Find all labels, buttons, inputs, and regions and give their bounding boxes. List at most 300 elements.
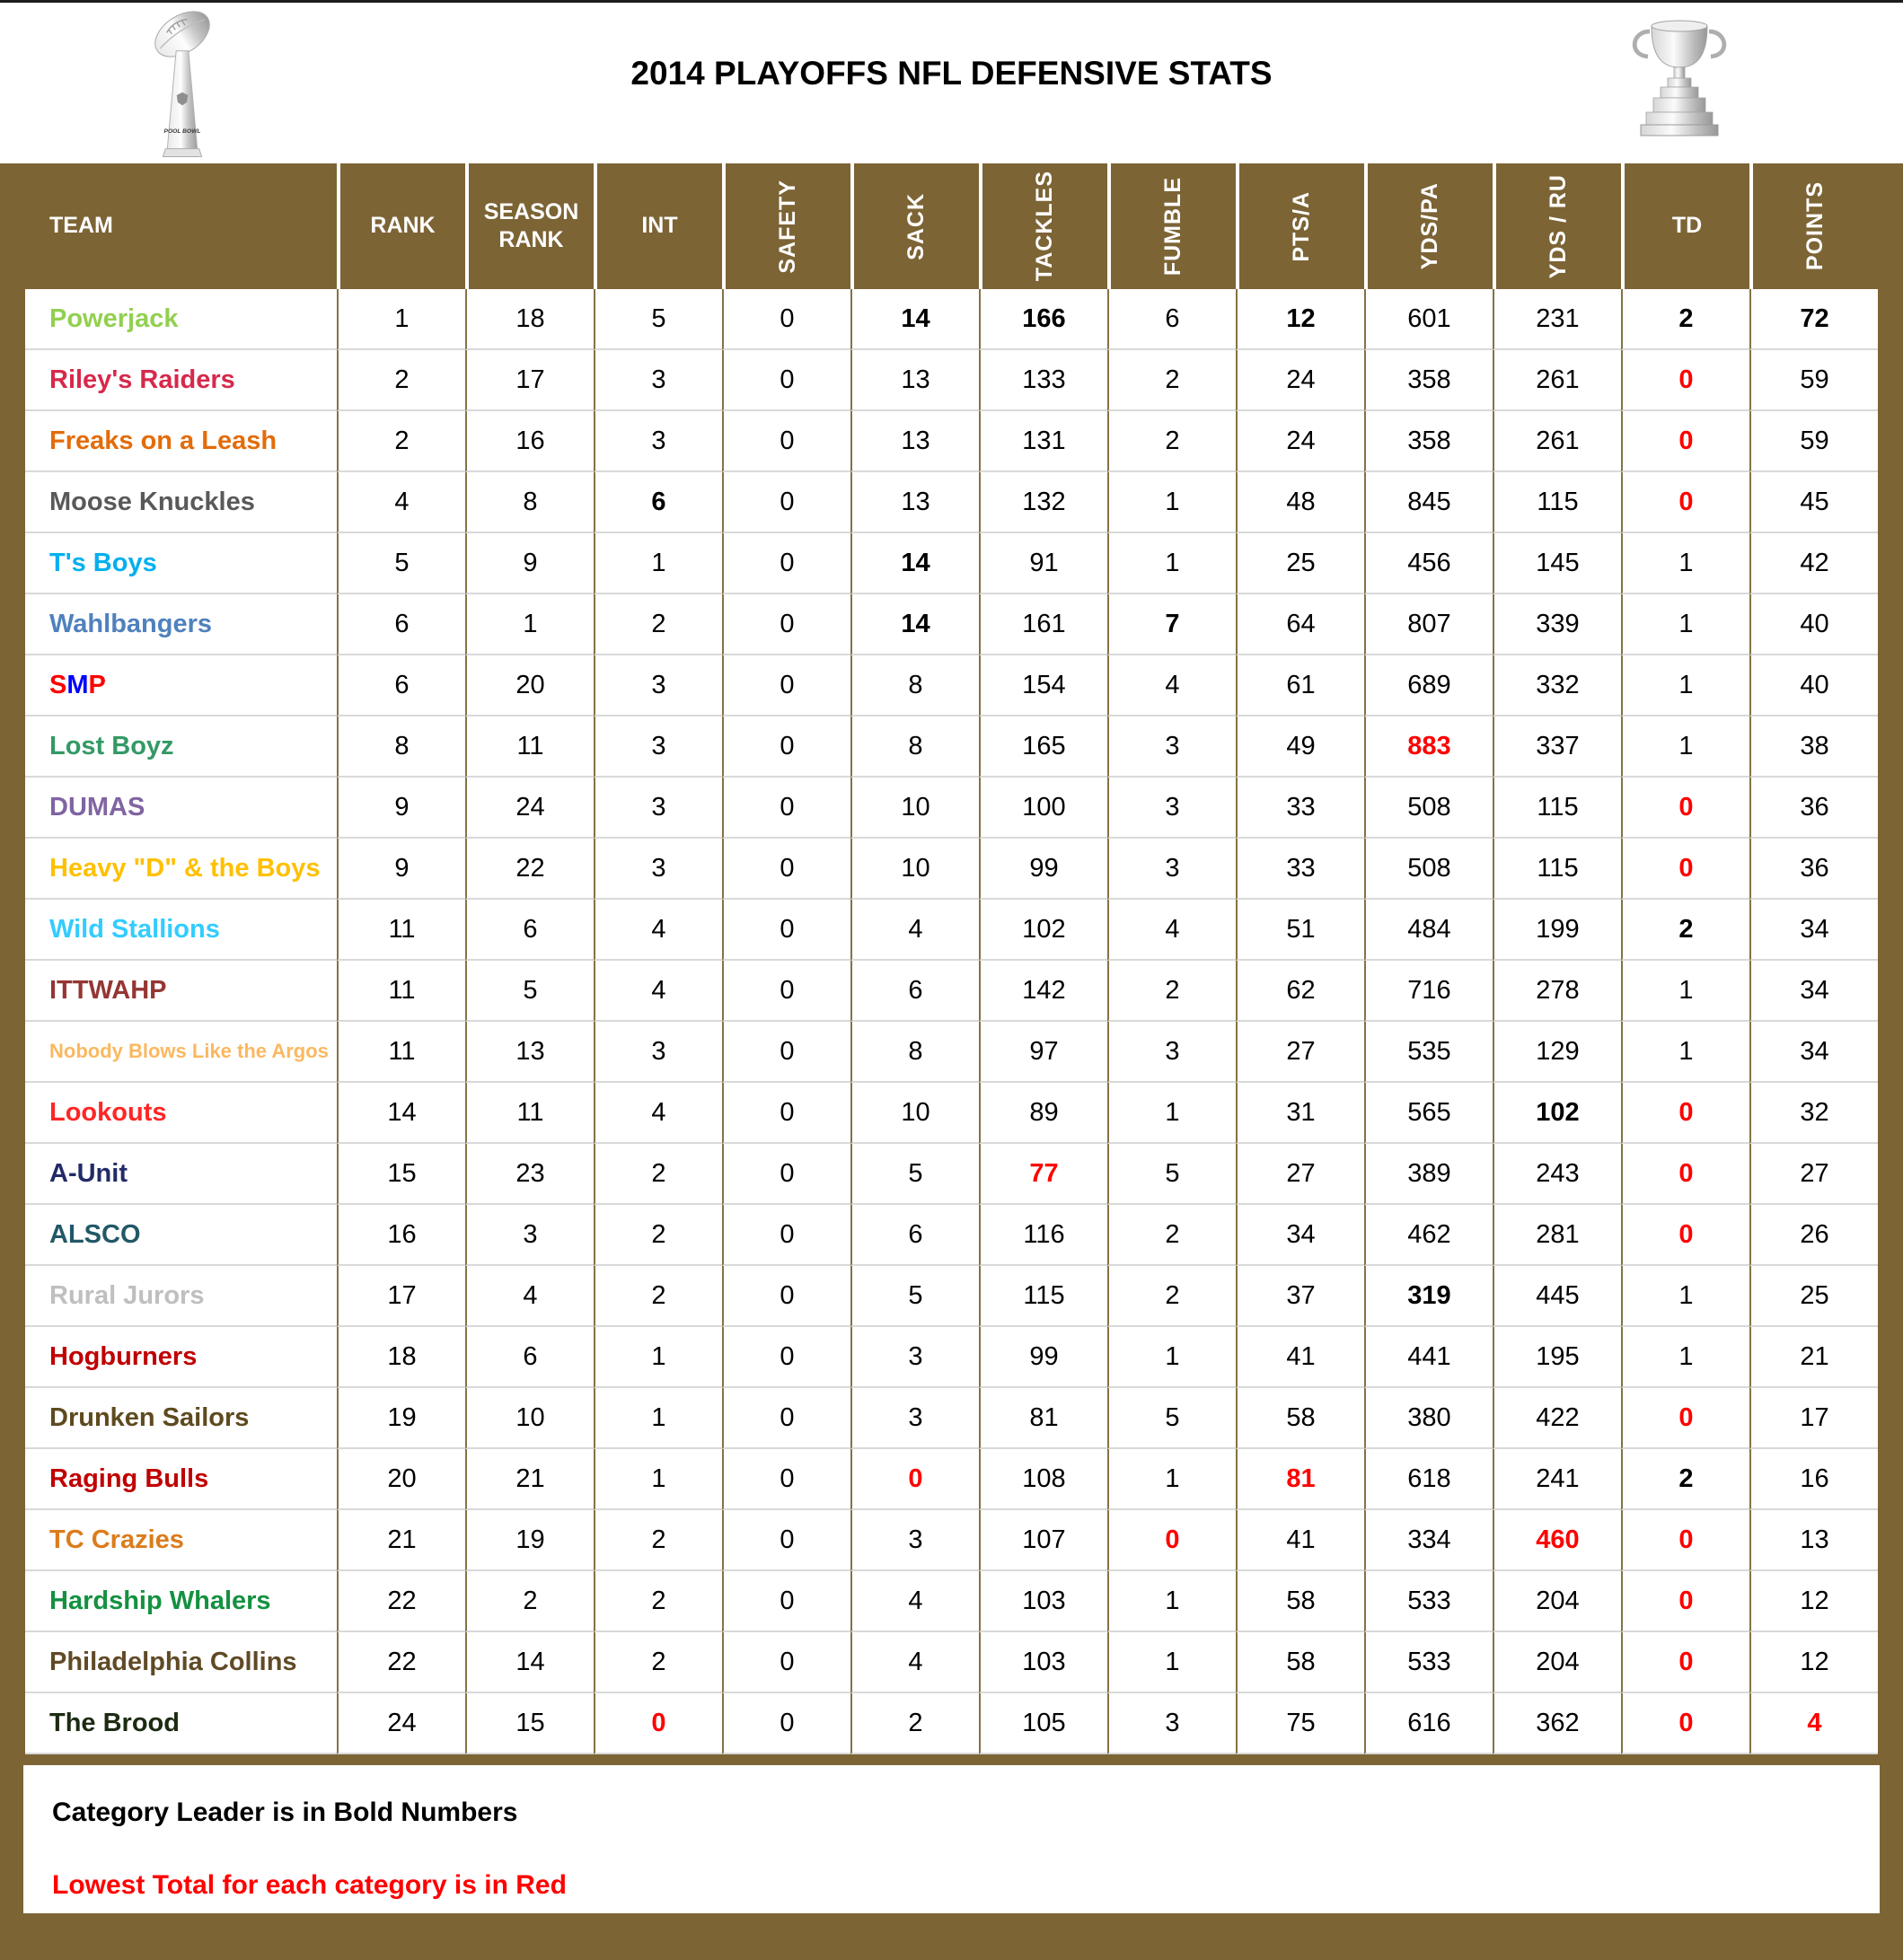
stat-cell-points: 13: [1749, 1510, 1878, 1571]
stat-cell-safety: 0: [722, 1510, 850, 1571]
stat-cell-int: 3: [594, 716, 722, 778]
stat-cell-safety: 0: [722, 594, 850, 655]
stat-cell-int: 2: [594, 1266, 722, 1327]
stat-cell-int: 2: [594, 594, 722, 655]
stat-cell-fumble: 1: [1107, 1632, 1236, 1693]
stat-cell-points: 38: [1749, 716, 1878, 778]
stat-cell-ydspa: 456: [1364, 533, 1493, 594]
stat-cell-tackles: 77: [979, 1144, 1107, 1205]
col-header-ptsa: PTS/A: [1236, 163, 1364, 289]
stat-cell-season_rank: 2: [465, 1571, 594, 1632]
stat-cell-ydspa: 883: [1364, 716, 1493, 778]
stat-cell-points: 4: [1749, 1693, 1878, 1754]
stat-cell-fumble: 2: [1107, 1205, 1236, 1266]
stat-cell-ptsa: 33: [1236, 778, 1364, 839]
table-row: [25, 1693, 1878, 1754]
stat-cell-points: 59: [1749, 350, 1878, 411]
table-row: [25, 411, 1878, 472]
table-row: [25, 1510, 1878, 1571]
stat-cell-sack: 6: [850, 1205, 979, 1266]
stat-cell-fumble: 0: [1107, 1510, 1236, 1571]
stat-cell-sack: 10: [850, 1083, 979, 1144]
stat-cell-safety: 0: [722, 716, 850, 778]
stat-cell-ydsru: 241: [1493, 1449, 1621, 1510]
team-name: TC Crazies: [25, 1510, 337, 1571]
stat-cell-td: 1: [1621, 655, 1749, 716]
stat-cell-sack: 13: [850, 472, 979, 533]
stat-cell-sack: 8: [850, 655, 979, 716]
stat-cell-rank: 2: [337, 350, 465, 411]
stat-cell-ydsru: 102: [1493, 1083, 1621, 1144]
stat-cell-ydsru: 199: [1493, 900, 1621, 961]
stat-cell-ydspa: 689: [1364, 655, 1493, 716]
stat-cell-season_rank: 14: [465, 1632, 594, 1693]
stat-cell-season_rank: 20: [465, 655, 594, 716]
stat-cell-sack: 4: [850, 1571, 979, 1632]
stat-cell-ptsa: 12: [1236, 289, 1364, 350]
stat-cell-ptsa: 64: [1236, 594, 1364, 655]
team-name: Lookouts: [25, 1083, 337, 1144]
stat-cell-td: 0: [1621, 1205, 1749, 1266]
stat-cell-ydspa: 319: [1364, 1266, 1493, 1327]
table-row: [25, 594, 1878, 655]
stat-cell-int: 1: [594, 1449, 722, 1510]
stat-cell-ptsa: 31: [1236, 1083, 1364, 1144]
stat-cell-points: 26: [1749, 1205, 1878, 1266]
stats-table: [0, 163, 1903, 1754]
stat-cell-season_rank: 18: [465, 289, 594, 350]
stat-cell-rank: 8: [337, 716, 465, 778]
stat-cell-season_rank: 9: [465, 533, 594, 594]
stat-cell-fumble: 3: [1107, 1022, 1236, 1083]
stat-cell-ptsa: 48: [1236, 472, 1364, 533]
stat-cell-points: 40: [1749, 594, 1878, 655]
stat-cell-fumble: 2: [1107, 350, 1236, 411]
stat-cell-season_rank: 22: [465, 839, 594, 900]
stat-cell-sack: 3: [850, 1388, 979, 1449]
stat-cell-sack: 2: [850, 1693, 979, 1754]
col-header-ydsru: YDS / RU: [1493, 163, 1621, 289]
stat-cell-int: 0: [594, 1693, 722, 1754]
stat-cell-ptsa: 51: [1236, 900, 1364, 961]
stat-cell-ydspa: 508: [1364, 839, 1493, 900]
stat-cell-ydspa: 358: [1364, 411, 1493, 472]
table-row: [25, 716, 1878, 778]
col-header-points: POINTS: [1749, 163, 1878, 289]
team-name: Hogburners: [25, 1327, 337, 1388]
stat-cell-tackles: 107: [979, 1510, 1107, 1571]
team-name: Powerjack: [25, 289, 337, 350]
legend-bold-note: Category Leader is in Bold Numbers: [52, 1797, 518, 1827]
stat-cell-ptsa: 62: [1236, 961, 1364, 1022]
stat-cell-rank: 22: [337, 1571, 465, 1632]
stat-cell-ydspa: 535: [1364, 1022, 1493, 1083]
stat-cell-ydspa: 358: [1364, 350, 1493, 411]
stat-cell-int: 3: [594, 839, 722, 900]
stat-cell-int: 2: [594, 1571, 722, 1632]
table-row: [25, 289, 1878, 350]
stat-cell-rank: 5: [337, 533, 465, 594]
stat-cell-ydsru: 422: [1493, 1388, 1621, 1449]
stat-cell-fumble: 2: [1107, 961, 1236, 1022]
stat-cell-points: 21: [1749, 1327, 1878, 1388]
team-name: ITTWAHP: [25, 961, 337, 1022]
stat-cell-rank: 11: [337, 1022, 465, 1083]
stat-cell-ptsa: 49: [1236, 716, 1364, 778]
stat-cell-ydsru: 460: [1493, 1510, 1621, 1571]
stat-cell-points: 40: [1749, 655, 1878, 716]
stat-cell-int: 2: [594, 1510, 722, 1571]
stat-cell-ptsa: 34: [1236, 1205, 1364, 1266]
stat-cell-int: 3: [594, 1022, 722, 1083]
stat-cell-fumble: 2: [1107, 1266, 1236, 1327]
table-row: [25, 655, 1878, 716]
stat-cell-rank: 6: [337, 655, 465, 716]
stat-cell-ptsa: 41: [1236, 1327, 1364, 1388]
stat-cell-safety: 0: [722, 350, 850, 411]
stat-cell-sack: 14: [850, 533, 979, 594]
team-name: Riley's Raiders: [25, 350, 337, 411]
col-header-td: TD: [1621, 163, 1749, 289]
stat-cell-fumble: 6: [1107, 289, 1236, 350]
stat-cell-ydspa: 380: [1364, 1388, 1493, 1449]
stat-cell-td: 0: [1621, 1144, 1749, 1205]
stat-cell-ydsru: 445: [1493, 1266, 1621, 1327]
stat-cell-sack: 14: [850, 289, 979, 350]
stat-cell-td: 1: [1621, 594, 1749, 655]
stat-cell-safety: 0: [722, 472, 850, 533]
table-row: [25, 839, 1878, 900]
stat-cell-ptsa: 41: [1236, 1510, 1364, 1571]
stat-cell-ydspa: 334: [1364, 1510, 1493, 1571]
stat-cell-sack: 10: [850, 778, 979, 839]
stat-cell-safety: 0: [722, 778, 850, 839]
stat-cell-ydsru: 195: [1493, 1327, 1621, 1388]
team-name: The Brood: [25, 1693, 337, 1754]
stat-cell-sack: 0: [850, 1449, 979, 1510]
team-name: Rural Jurors: [25, 1266, 337, 1327]
stat-cell-rank: 9: [337, 778, 465, 839]
col-header-rank: RANK: [337, 163, 465, 289]
stat-cell-td: 0: [1621, 1388, 1749, 1449]
stat-cell-ydspa: 389: [1364, 1144, 1493, 1205]
team-name: Hardship Whalers: [25, 1571, 337, 1632]
stat-cell-points: 27: [1749, 1144, 1878, 1205]
svg-text:POOL BOWL: POOL BOWL: [163, 128, 201, 136]
stat-cell-season_rank: 5: [465, 961, 594, 1022]
table-row: [25, 1388, 1878, 1449]
stat-cell-season_rank: 11: [465, 1083, 594, 1144]
stat-cell-season_rank: 24: [465, 778, 594, 839]
stat-cell-points: 59: [1749, 411, 1878, 472]
stat-cell-td: 0: [1621, 839, 1749, 900]
stat-cell-fumble: 3: [1107, 716, 1236, 778]
stat-cell-ydsru: 261: [1493, 411, 1621, 472]
stat-cell-ptsa: 33: [1236, 839, 1364, 900]
stat-cell-td: 0: [1621, 411, 1749, 472]
stat-cell-season_rank: 6: [465, 900, 594, 961]
stat-cell-ptsa: 24: [1236, 350, 1364, 411]
team-name: A-Unit: [25, 1144, 337, 1205]
stat-cell-ydsru: 204: [1493, 1571, 1621, 1632]
stat-cell-td: 2: [1621, 1449, 1749, 1510]
team-name: Moose Knuckles: [25, 472, 337, 533]
stat-cell-td: 0: [1621, 472, 1749, 533]
stat-cell-sack: 10: [850, 839, 979, 900]
stat-cell-ydsru: 332: [1493, 655, 1621, 716]
team-name: Drunken Sailors: [25, 1388, 337, 1449]
stat-cell-rank: 15: [337, 1144, 465, 1205]
team-name: Wild Stallions: [25, 900, 337, 961]
stat-cell-ptsa: 58: [1236, 1388, 1364, 1449]
table-row: [25, 1327, 1878, 1388]
stat-cell-tackles: 81: [979, 1388, 1107, 1449]
stat-cell-season_rank: 4: [465, 1266, 594, 1327]
team-name-letter: P: [88, 670, 106, 699]
table-row: [25, 1266, 1878, 1327]
stat-cell-int: 1: [594, 1327, 722, 1388]
stat-cell-rank: 20: [337, 1449, 465, 1510]
stat-cell-points: 12: [1749, 1571, 1878, 1632]
stat-cell-int: 3: [594, 350, 722, 411]
stat-cell-fumble: 1: [1107, 472, 1236, 533]
stat-cell-safety: 0: [722, 839, 850, 900]
team-name: Philadelphia Collins: [25, 1632, 337, 1693]
stat-cell-season_rank: 19: [465, 1510, 594, 1571]
stat-cell-sack: 4: [850, 900, 979, 961]
stat-cell-safety: 0: [722, 1022, 850, 1083]
stat-cell-ydspa: 807: [1364, 594, 1493, 655]
stat-cell-fumble: 1: [1107, 1083, 1236, 1144]
stat-cell-ydsru: 243: [1493, 1144, 1621, 1205]
team-name-letter: S: [49, 670, 67, 699]
page-banner: [0, 3, 1903, 163]
stat-cell-sack: 3: [850, 1510, 979, 1571]
stat-cell-fumble: 5: [1107, 1388, 1236, 1449]
stat-cell-tackles: 132: [979, 472, 1107, 533]
page-title: 2014 PLAYOFFS NFL DEFENSIVE STATS: [630, 55, 1273, 92]
team-name: Wahlbangers: [25, 594, 337, 655]
stat-cell-int: 1: [594, 1388, 722, 1449]
stat-cell-safety: 0: [722, 1144, 850, 1205]
stat-cell-ydsru: 339: [1493, 594, 1621, 655]
stat-cell-sack: 14: [850, 594, 979, 655]
stat-cell-safety: 0: [722, 1083, 850, 1144]
team-name: Freaks on a Leash: [25, 411, 337, 472]
stat-cell-season_rank: 15: [465, 1693, 594, 1754]
stat-cell-rank: 19: [337, 1388, 465, 1449]
stat-cell-tackles: 166: [979, 289, 1107, 350]
col-header-sack: SACK: [850, 163, 979, 289]
stat-cell-int: 2: [594, 1205, 722, 1266]
stat-cell-td: 2: [1621, 289, 1749, 350]
stat-cell-safety: 0: [722, 1388, 850, 1449]
stat-cell-int: 3: [594, 778, 722, 839]
stat-cell-points: 32: [1749, 1083, 1878, 1144]
stat-cell-safety: 0: [722, 961, 850, 1022]
stat-cell-tackles: 161: [979, 594, 1107, 655]
col-header-tackles: TACKLES: [979, 163, 1107, 289]
stat-cell-season_rank: 11: [465, 716, 594, 778]
stat-cell-points: 16: [1749, 1449, 1878, 1510]
stat-cell-ydsru: 281: [1493, 1205, 1621, 1266]
stat-cell-rank: 6: [337, 594, 465, 655]
stat-cell-ptsa: 25: [1236, 533, 1364, 594]
stat-cell-points: 34: [1749, 1022, 1878, 1083]
table-row: [25, 778, 1878, 839]
team-name-letter: M: [66, 670, 89, 699]
stat-cell-fumble: 3: [1107, 1693, 1236, 1754]
stat-cell-fumble: 1: [1107, 1327, 1236, 1388]
stat-cell-td: 0: [1621, 778, 1749, 839]
stat-cell-ptsa: 61: [1236, 655, 1364, 716]
col-header-int: INT: [594, 163, 722, 289]
stat-cell-rank: 14: [337, 1083, 465, 1144]
stat-cell-sack: 8: [850, 716, 979, 778]
stat-cell-season_rank: 6: [465, 1327, 594, 1388]
stat-cell-tackles: 108: [979, 1449, 1107, 1510]
stat-cell-ydsru: 362: [1493, 1693, 1621, 1754]
stat-cell-tackles: 115: [979, 1266, 1107, 1327]
stat-cell-ydsru: 337: [1493, 716, 1621, 778]
stat-cell-td: 0: [1621, 1693, 1749, 1754]
stat-cell-tackles: 103: [979, 1571, 1107, 1632]
stat-cell-rank: 9: [337, 839, 465, 900]
stat-cell-safety: 0: [722, 900, 850, 961]
stat-cell-ptsa: 27: [1236, 1022, 1364, 1083]
stat-cell-season_rank: 8: [465, 472, 594, 533]
col-header-season_rank: SEASON RANK: [465, 163, 594, 289]
stat-cell-rank: 11: [337, 900, 465, 961]
team-name: DUMAS: [25, 778, 337, 839]
stat-cell-ydsru: 278: [1493, 961, 1621, 1022]
stat-cell-tackles: 154: [979, 655, 1107, 716]
stat-cell-int: 2: [594, 1144, 722, 1205]
stat-cell-ydspa: 565: [1364, 1083, 1493, 1144]
stat-cell-ydsru: 204: [1493, 1632, 1621, 1693]
team-name: Lost Boyz: [25, 716, 337, 778]
stat-cell-td: 1: [1621, 1022, 1749, 1083]
stat-cell-tackles: 103: [979, 1632, 1107, 1693]
stat-cell-ptsa: 58: [1236, 1571, 1364, 1632]
stat-cell-sack: 13: [850, 350, 979, 411]
stat-cell-points: 36: [1749, 839, 1878, 900]
stat-cell-int: 4: [594, 1083, 722, 1144]
stat-cell-safety: 0: [722, 1327, 850, 1388]
stat-cell-ydspa: 508: [1364, 778, 1493, 839]
stat-cell-ydspa: 616: [1364, 1693, 1493, 1754]
team-name: Nobody Blows Like the Argos: [25, 1022, 337, 1083]
stat-cell-td: 0: [1621, 1571, 1749, 1632]
table-row: [25, 1632, 1878, 1693]
stat-cell-ydspa: 441: [1364, 1327, 1493, 1388]
team-name: T's Boys: [25, 533, 337, 594]
stat-cell-fumble: 2: [1107, 411, 1236, 472]
stat-cell-tackles: 105: [979, 1693, 1107, 1754]
stat-cell-safety: 0: [722, 1449, 850, 1510]
stat-cell-points: 34: [1749, 961, 1878, 1022]
stat-cell-tackles: 131: [979, 411, 1107, 472]
team-name: ALSCO: [25, 1205, 337, 1266]
stat-cell-sack: 8: [850, 1022, 979, 1083]
stat-cell-fumble: 1: [1107, 1571, 1236, 1632]
stat-cell-int: 3: [594, 655, 722, 716]
stat-cell-points: 72: [1749, 289, 1878, 350]
stat-cell-season_rank: 16: [465, 411, 594, 472]
stat-cell-safety: 0: [722, 1266, 850, 1327]
stat-cell-tackles: 89: [979, 1083, 1107, 1144]
stat-cell-safety: 0: [722, 1571, 850, 1632]
stat-cell-ydspa: 484: [1364, 900, 1493, 961]
stat-cell-ptsa: 75: [1236, 1693, 1364, 1754]
stat-cell-rank: 4: [337, 472, 465, 533]
table-row: [25, 350, 1878, 411]
stat-cell-rank: 22: [337, 1632, 465, 1693]
stat-cell-sack: 3: [850, 1327, 979, 1388]
stat-cell-safety: 0: [722, 1693, 850, 1754]
stat-cell-points: 34: [1749, 900, 1878, 961]
stat-cell-ydspa: 716: [1364, 961, 1493, 1022]
stat-cell-ydspa: 845: [1364, 472, 1493, 533]
stat-cell-td: 2: [1621, 900, 1749, 961]
col-header-safety: SAFETY: [722, 163, 850, 289]
stat-cell-rank: 16: [337, 1205, 465, 1266]
stat-cell-safety: 0: [722, 411, 850, 472]
grey-cup-trophy-icon: [1612, 8, 1747, 145]
stat-cell-ydspa: 533: [1364, 1632, 1493, 1693]
table-row: [25, 1144, 1878, 1205]
table-row: [25, 472, 1878, 533]
table-row: [25, 1083, 1878, 1144]
stat-cell-td: 0: [1621, 1083, 1749, 1144]
stat-cell-td: 1: [1621, 716, 1749, 778]
col-header-fumble: FUMBLE: [1107, 163, 1236, 289]
stat-cell-safety: 0: [722, 289, 850, 350]
stat-cell-tackles: 91: [979, 533, 1107, 594]
team-name: Raging Bulls: [25, 1449, 337, 1510]
stat-cell-points: 45: [1749, 472, 1878, 533]
stat-cell-rank: 1: [337, 289, 465, 350]
stat-cell-ydsru: 145: [1493, 533, 1621, 594]
stat-cell-tackles: 133: [979, 350, 1107, 411]
stat-cell-ydsru: 115: [1493, 839, 1621, 900]
stat-cell-fumble: 3: [1107, 839, 1236, 900]
table-row: [25, 900, 1878, 961]
stat-cell-season_rank: 21: [465, 1449, 594, 1510]
stat-cell-td: 1: [1621, 961, 1749, 1022]
stat-cell-safety: 0: [722, 655, 850, 716]
stat-cell-rank: 11: [337, 961, 465, 1022]
stat-cell-int: 4: [594, 961, 722, 1022]
stat-cell-int: 1: [594, 533, 722, 594]
stat-cell-sack: 5: [850, 1144, 979, 1205]
stat-cell-ydsru: 129: [1493, 1022, 1621, 1083]
stat-cell-season_rank: 17: [465, 350, 594, 411]
stat-cell-points: 25: [1749, 1266, 1878, 1327]
stat-cell-int: 6: [594, 472, 722, 533]
team-name: Heavy "D" & the Boys: [25, 839, 337, 900]
stat-cell-season_rank: 3: [465, 1205, 594, 1266]
stat-cell-rank: 18: [337, 1327, 465, 1388]
stat-cell-int: 2: [594, 1632, 722, 1693]
stat-cell-int: 4: [594, 900, 722, 961]
stat-cell-points: 17: [1749, 1388, 1878, 1449]
stat-cell-tackles: 165: [979, 716, 1107, 778]
stat-cell-season_rank: 23: [465, 1144, 594, 1205]
stat-cell-td: 0: [1621, 1510, 1749, 1571]
stat-cell-safety: 0: [722, 533, 850, 594]
stat-cell-ydsru: 231: [1493, 289, 1621, 350]
